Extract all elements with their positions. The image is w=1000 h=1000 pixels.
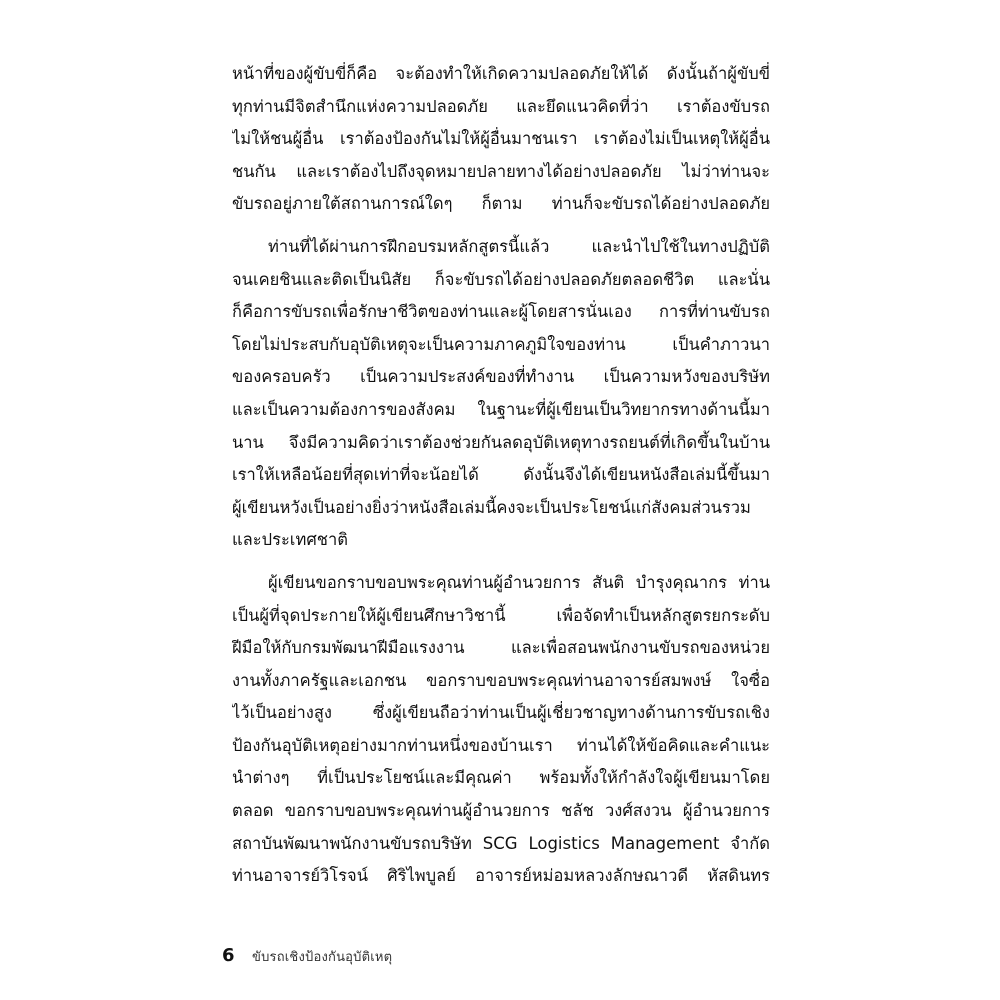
text-line: นาน จึงมีความคิดว่าเราต้องช่วยกันลดอุบัติเหตุทางรถยนต์ที่เกิดขึ้นในบ้าน <box>232 432 770 452</box>
page-footer <box>222 945 522 971</box>
paragraph-2 <box>232 231 770 557</box>
text-line: ท่านอาจารย์วิโรจน์ ศิริไพบูลย์ อาจารย์หม่อมหลวงลักษณาวดี หัสดินทร <box>232 866 770 886</box>
text-line: งานทั้งภาครัฐและเอกชน ขอกราบขอบพระคุณท่านอาจารย์สมพงษ์ ใจซื่อ <box>232 670 770 690</box>
body-text <box>232 58 770 903</box>
text-line: ไว้เป็นอย่างสูง ซึ่งผู้เขียนถือว่าท่านเป็นผู้เชี่ยวชาญทางด้านการขับรถเชิง <box>232 703 770 723</box>
text-line: และเป็นความต้องการของสังคม ในฐานะที่ผู้เขียนเป็นวิทยากรทางด้านนี้มา <box>232 399 770 419</box>
text-line: ก็คือการขับรถเพื่อรักษาชีวิตของท่านและผู้โดยสารนั่นเอง การที่ท่านขับรถ <box>232 302 770 322</box>
text-line: ตลอด ขอกราบขอบพระคุณท่านผู้อำนวยการ ชลัช วงศ์สงวน ผู้อำนวยการ <box>232 801 770 821</box>
page-number: 6 <box>222 945 235 966</box>
text-line: ผู้เขียนขอกราบขอบพระคุณท่านผู้อำนวยการ สันติ บำรุงคุณากร ท่าน <box>268 572 770 592</box>
text-line: หน้าที่ของผู้ขับขี่ก็คือ จะต้องทำให้เกิดความปลอดภัยให้ได้ ดังนั้นถ้าผู้ขับขี่ <box>232 64 770 83</box>
text-line: เป็นผู้ที่จุดประกายให้ผู้เขียนศึกษาวิชานี้ เพื่อจัดทำเป็นหลักสูตรยกระดับ <box>232 605 770 625</box>
text-line: เราให้เหลือน้อยที่สุดเท่าที่จะน้อยได้ ดังนั้นจึงได้เขียนหนังสือเล่มนี้ขึ้นมา <box>232 465 770 485</box>
paragraph-1 <box>232 58 770 221</box>
text-line: ขับรถอยู่ภายใต้สถานการณ์ใดๆ ก็ตาม ท่านก็จะขับรถได้อย่างปลอดภัย <box>232 194 770 214</box>
text-line: สถาบันพัฒนาพนักงานขับรถบริษัท SCG Logistics Management จำกัด <box>232 833 770 853</box>
text-line: ฝีมือให้กับกรมพัฒนาฝีมือแรงงาน และเพื่อสอนพนักงานขับรถของหน่วย <box>232 638 770 658</box>
text-line: ท่านที่ได้ผ่านการฝึกอบรมหลักสูตรนี้แล้ว และนำไปใช้ในทางปฏิบัติ <box>268 236 770 256</box>
text-line: ทุกท่านมีจิตสำนึกแห่งความปลอดภัย และยึดแนวคิดที่ว่า เราต้องขับรถ <box>232 96 770 116</box>
text-line: จนเคยชินและติดเป็นนิสัย ก็จะขับรถได้อย่างปลอดภัยตลอดชีวิต และนั่น <box>232 269 770 289</box>
text-line: ของครอบครัว เป็นความประสงค์ของที่ทำงาน เป็นความหวังของบริษัท <box>232 367 770 387</box>
text-line: ผู้เขียนหวังเป็นอย่างยิ่งว่าหนังสือเล่มนี้คงจะเป็นประโยชน์แก่สังคมส่วนรวม <box>232 497 751 517</box>
text-line: ไม่ให้ชนผู้อื่น เราต้องป้องกันไม่ให้ผู้อื่นมาชนเรา เราต้องไม่เป็นเหตุให้ผู้อื่น <box>232 129 770 149</box>
text-line: ชนกัน และเราต้องไปถึงจุดหมายปลายทางได้อย่างปลอดภัย ไม่ว่าท่านจะ <box>232 161 770 181</box>
running-title: ขับรถเชิงป้องกันอุบัติเหตุ <box>252 950 393 965</box>
text-line: ป้องกันอุบัติเหตุอย่างมากท่านหนึ่งของบ้านเรา ท่านได้ให้ข้อคิดและคำแนะ <box>232 735 770 755</box>
text-line: และประเทศชาติ <box>232 530 348 550</box>
text-line: นำต่างๆ ที่เป็นประโยชน์และมีคุณค่า พร้อมทั้งให้กำลังใจผู้เขียนมาโดย <box>232 768 770 788</box>
text-line: โดยไม่ประสบกับอุบัติเหตุจะเป็นความภาคภูมิใจของท่าน เป็นคำภาวนา <box>232 334 770 354</box>
paragraph-3 <box>232 567 770 893</box>
